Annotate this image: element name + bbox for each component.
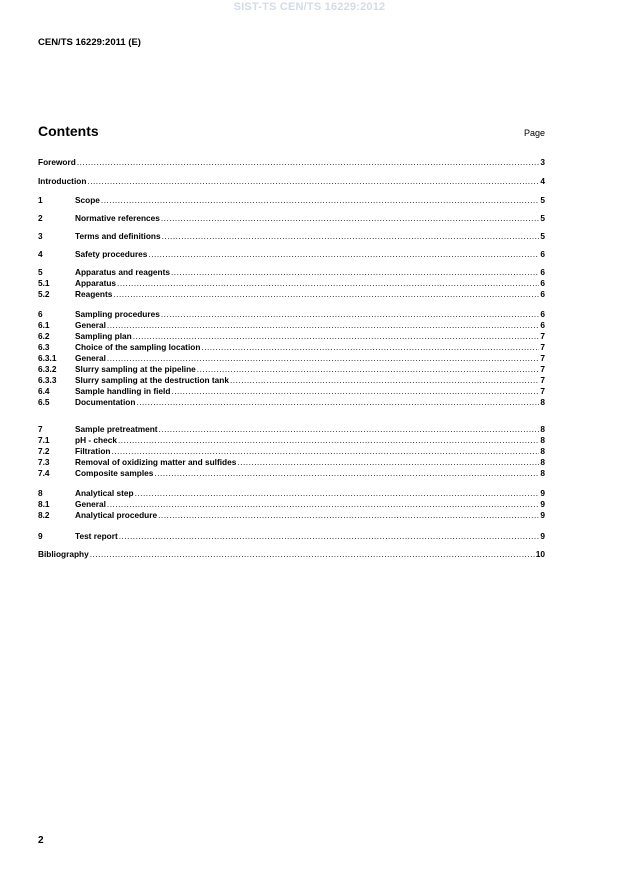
toc-entry-number: 8.2: [38, 510, 50, 520]
toc-entry-title: General: [75, 320, 106, 330]
toc-entry-title: Test report: [75, 531, 118, 541]
toc-entry[interactable]: [38, 386, 545, 397]
document-header: CEN/TS 16229:2011 (E): [38, 37, 141, 48]
toc-entry-number: 5: [38, 267, 43, 277]
toc-leader-dots: [107, 320, 539, 331]
toc-leader-dots: [101, 195, 539, 206]
toc-entry-title: Slurry sampling at the pipeline: [75, 364, 196, 374]
toc-entry[interactable]: [38, 364, 545, 375]
toc-leader-dots: [136, 397, 539, 408]
toc-entry[interactable]: [38, 499, 545, 510]
contents-title: Contents: [38, 123, 99, 139]
toc-entry-title: Slurry sampling at the destruction tank: [75, 375, 229, 385]
toc-leader-dots: [90, 549, 535, 560]
toc-entry-title: Reagents: [75, 289, 113, 299]
toc-entry-page: 8: [540, 446, 545, 456]
toc-leader-dots: [154, 468, 539, 479]
toc-entry-title: General: [75, 353, 106, 363]
toc-entry-page: 7: [540, 364, 545, 374]
toc-entry-page: 5: [540, 231, 545, 241]
toc-entry[interactable]: [38, 320, 545, 331]
toc-entry-number: 7.4: [38, 468, 50, 478]
toc-entry-number: 6: [38, 309, 43, 319]
toc-entry-page: 5: [540, 213, 545, 223]
toc-entry[interactable]: [38, 457, 545, 468]
toc-leader-dots: [133, 331, 540, 342]
toc-entry[interactable]: [38, 468, 545, 479]
toc-entry-page: 7: [540, 331, 545, 341]
toc-entry-title: Analytical procedure: [75, 510, 158, 520]
toc-entry-page: 6: [540, 309, 545, 319]
toc-entry-number: 6.5: [38, 397, 50, 407]
watermark: SIST-TS CEN/TS 16229:2012: [233, 1, 386, 13]
toc-entry-page: 4: [540, 176, 545, 186]
toc-entry-title: Analytical step: [75, 488, 134, 498]
toc-entry[interactable]: [38, 176, 545, 187]
toc-entry-title: Scope: [75, 195, 100, 205]
toc-entry-number: 6.3.2: [38, 364, 57, 374]
toc-entry[interactable]: [38, 309, 545, 320]
toc-entry-number: 1: [38, 195, 43, 205]
toc-leader-dots: [171, 386, 539, 397]
page-column-label: Page: [523, 128, 545, 138]
toc-leader-dots: [107, 353, 539, 364]
toc-entry-page: 9: [540, 488, 545, 498]
toc-entry-title: Documentation: [75, 397, 136, 407]
toc-entry-number: 2: [38, 213, 43, 223]
page-number: 2: [38, 835, 44, 846]
toc-leader-dots: [117, 278, 539, 289]
toc-entry-number: 5.2: [38, 289, 50, 299]
toc-entry-page: 8: [540, 457, 545, 467]
toc-entry[interactable]: [38, 213, 545, 224]
toc-entry-title: Safety procedures: [75, 249, 148, 259]
toc-entry-title: Bibliography: [38, 549, 89, 559]
toc-entry-page: 9: [540, 531, 545, 541]
toc-entry[interactable]: [38, 195, 545, 206]
toc-entry-page: 9: [540, 499, 545, 509]
toc-leader-dots: [77, 157, 540, 168]
toc-entry-title: pH - check: [75, 435, 117, 445]
toc-entry-number: 6.1: [38, 320, 50, 330]
toc-entry[interactable]: [38, 510, 545, 521]
toc-entry[interactable]: [38, 549, 545, 560]
toc-entry[interactable]: [38, 278, 545, 289]
toc-entry-number: 6.3.3: [38, 375, 57, 385]
toc-entry-title: Filtration: [75, 446, 111, 456]
toc-entry[interactable]: [38, 249, 545, 260]
toc-entry-page: 8: [540, 435, 545, 445]
toc-leader-dots: [201, 342, 539, 353]
toc-entry-title: Terms and definitions: [75, 231, 161, 241]
toc-leader-dots: [113, 289, 539, 300]
toc-entry-page: 7: [540, 353, 545, 363]
toc-entry-page: 7: [540, 386, 545, 396]
toc-entry[interactable]: [38, 375, 545, 386]
toc-leader-dots: [158, 510, 539, 521]
toc-leader-dots: [197, 364, 540, 375]
toc-leader-dots: [162, 231, 540, 242]
toc-leader-dots: [118, 435, 539, 446]
toc-entry[interactable]: [38, 488, 545, 499]
toc-entry-title: Normative references: [75, 213, 160, 223]
toc-entry-page: 5: [540, 195, 545, 205]
toc-entry-title: General: [75, 499, 106, 509]
toc-entry-title: Composite samples: [75, 468, 154, 478]
toc-entry-page: 8: [540, 468, 545, 478]
toc-entry-page: 3: [540, 157, 545, 167]
toc-entry-number: 6.4: [38, 386, 50, 396]
toc-entry-number: 7.2: [38, 446, 50, 456]
toc-entry-page: 6: [540, 320, 545, 330]
toc-entry-number: 8: [38, 488, 43, 498]
toc-leader-dots: [161, 309, 540, 320]
toc-entry-number: 6.3.1: [38, 353, 57, 363]
toc-entry-title: Sampling procedures: [75, 309, 160, 319]
toc-entry-page: 8: [540, 397, 545, 407]
toc-leader-dots: [119, 531, 540, 542]
toc-leader-dots: [87, 176, 539, 187]
toc-entry-title: Apparatus: [75, 278, 117, 288]
toc-entry-title: Sample handling in field: [75, 386, 171, 396]
toc-entry[interactable]: [38, 446, 545, 457]
toc-entry-page: 9: [540, 510, 545, 520]
toc-entry[interactable]: [38, 531, 545, 542]
toc-leader-dots: [161, 213, 540, 224]
toc-entry[interactable]: [38, 289, 545, 300]
toc-entry-title: Choice of the sampling location: [75, 342, 201, 352]
toc-entry-number: 6.3: [38, 342, 50, 352]
toc-entry-page: 6: [540, 249, 545, 259]
toc-entry-number: 4: [38, 249, 43, 259]
toc-entry[interactable]: [38, 435, 545, 446]
toc-entry[interactable]: [38, 397, 545, 408]
toc-entry[interactable]: [38, 231, 545, 242]
toc-leader-dots: [148, 249, 539, 260]
toc-leader-dots: [237, 457, 539, 468]
toc-entry-title: Removal of oxidizing matter and sulfides: [75, 457, 237, 467]
toc-entry-page: 7: [540, 342, 545, 352]
toc-entry-number: 8.1: [38, 499, 50, 509]
toc-leader-dots: [112, 446, 540, 457]
toc-entry-number: 3: [38, 231, 43, 241]
toc-entry[interactable]: [38, 353, 545, 364]
toc-entry-title: Apparatus and reagents: [75, 267, 170, 277]
toc-leader-dots: [135, 488, 540, 499]
toc-leader-dots: [107, 499, 539, 510]
toc-entry[interactable]: [38, 342, 545, 353]
toc-entry-page: 8: [540, 424, 545, 434]
toc-entry-number: 7.1: [38, 435, 50, 445]
toc-entry-page: 6: [540, 289, 545, 299]
toc-entry[interactable]: [38, 331, 545, 342]
toc-entry-page: 7: [540, 375, 545, 385]
toc-entry-number: 7: [38, 424, 43, 434]
toc-leader-dots: [230, 375, 539, 386]
toc-entry-page: 10: [535, 549, 545, 559]
toc-leader-dots: [159, 424, 540, 435]
toc-entry[interactable]: [38, 424, 545, 435]
toc-entry-title: Introduction: [38, 176, 87, 186]
toc-leader-dots: [171, 267, 539, 278]
toc-entry-number: 5.1: [38, 278, 50, 288]
toc-entry-number: 9: [38, 531, 43, 541]
toc-entry[interactable]: [38, 157, 545, 168]
toc-entry-number: 6.2: [38, 331, 50, 341]
toc-entry-page: 6: [540, 278, 545, 288]
toc-entry-title: Sampling plan: [75, 331, 132, 341]
toc-entry-title: Sample pretreatment: [75, 424, 158, 434]
toc-entry[interactable]: [38, 267, 545, 278]
toc-entry-page: 6: [540, 267, 545, 277]
toc-entry-title: Foreword: [38, 157, 76, 167]
toc-entry-number: 7.3: [38, 457, 50, 467]
